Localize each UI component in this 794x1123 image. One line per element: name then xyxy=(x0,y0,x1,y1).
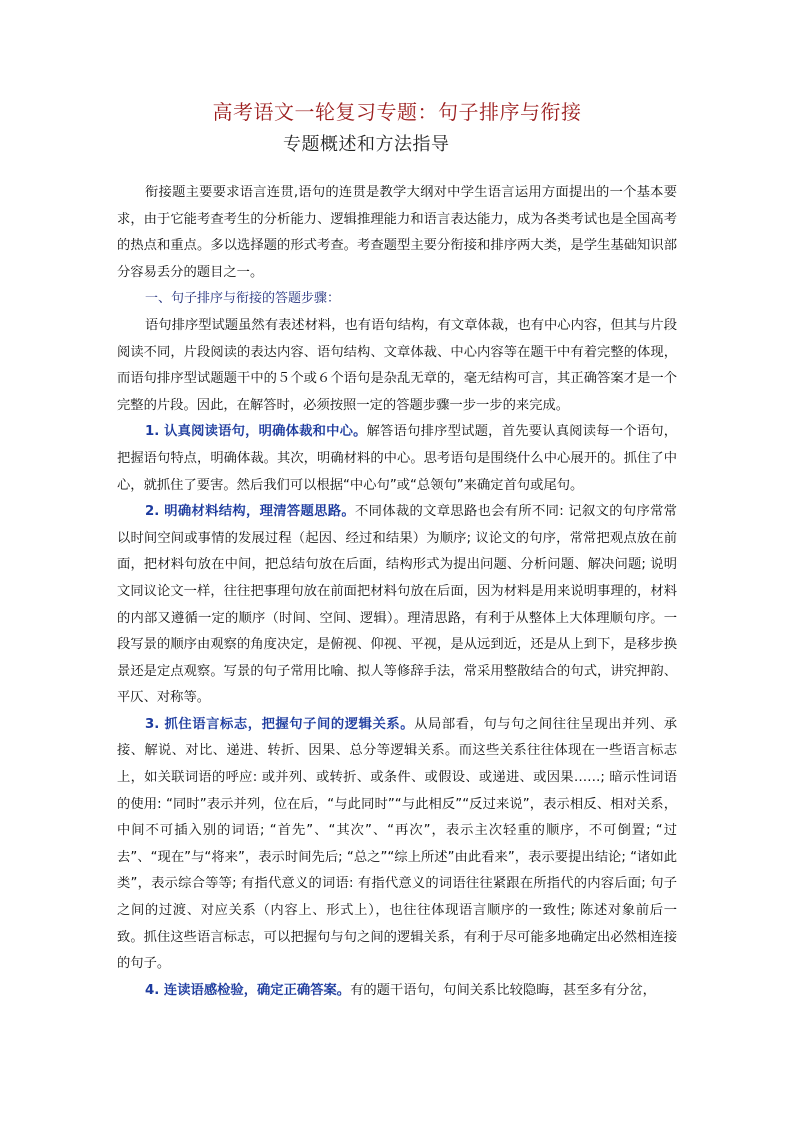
step-1-lead: 1. 认真阅读语句，明确体裁和中心。 xyxy=(145,424,367,440)
step-4-text: 有的题干语句，句间关系比较隐晦，甚至多有分岔， xyxy=(350,982,656,998)
section-heading-answer-steps: 一、句子排序与衔接的答题步骤： xyxy=(145,291,341,307)
section-paragraph: 语句排序型试题虽然有表述材料，也有语句结构，有文章体裁，也有中心内容，但其与片段阅读不同，片段阅读的表达内容、语句结构、文章体裁、中心内容等在题干中有着完整的体现，而语句排序型试题题干中的５个或６个语句是杂乱无章的，毫无结构可言，其正确答案才是一个完整的片段。因此，在解答时，必须按照一定的答题步骤一步一步的来完成。 xyxy=(117,317,677,413)
step-3-lead: 3. 抓住语言标志，把握句子间的逻辑关系。 xyxy=(145,716,415,732)
step-1-paragraph xyxy=(117,419,677,499)
document-subtitle: 专题概述和方法指导 xyxy=(283,134,450,155)
step-2-text: 不同体裁的文章思路也会有所不同: 记叙文的句序常常以时间空间或事情的发展过程（起因、经过和结果）为顺序; 议论文的句序，常常把观点放在前面，把材料句放在中间，把总结句放在后面，结构形式为提出问题、分析问题、解决问题; 说明文同议论文一样，往往把事理句放在前面把材料句放在后面，因为材料是用来说明事理的，材料的内部又遵循一定的顺序（时间、空间、逻辑）。理清思路，有利于从整体上大体理顺句序。一段写景的顺序由观察的角度决定，是俯视、仰视、平视，是从远到近，还是从上到下，是移步换景还是定点观察。写景的句子常用比喻、拟人等修辞手法，常采用整散结合的句式，讲究押韵、平仄、对称等。 xyxy=(117,504,677,706)
document-title: 高考语文一轮复习专题：句子排序与衔接 xyxy=(212,100,582,124)
step-4-paragraph xyxy=(117,978,677,1005)
intro-paragraph: 衔接题主要要求语言连贯,语句的连贯是教学大纲对中学生语言运用方面提出的一个基本要求，由于它能考查考生的分析能力、逻辑推理能力和语言表达能力，成为各类考试也是全国高考的热点和重点。多以选择题的形式考查。考查题型主要分衔接和排序两大类，是学生基础知识部分容易丢分的题目之一。 xyxy=(117,185,677,280)
step-3-text: 从局部看，句与句之间往往呈现出并列、承接、解说、对比、递进、转折、因果、总分等逻辑关系。而这些关系往往体现在一些语言标志上，如关联词语的呼应: 或并列、或转折、或条件、或假设、或递进、或因果……; 暗示性词语的使用: “同时”表示并列，位在后，“与此同时”“与此相反”“反过来说”，表示相反、相对关系，中间不可插入别的词语; “首先”、“其次”、“再次”，表示主次轻重的顺序，不可倒置; “过去”、“现在”与“将来”，表示时间先后; “总之”“综上所述”由此看来”，表示要提出结论; “诸如此类”，表示综合等等; 有指代意义的词语: 有指代意义的词语往往紧跟在所指代的内容后面; 句子之间的过渡、对应关系（内容上、形式上），也往往体现语言顺序的一致性; 陈述对象前后一致。抓住这些语言标志，可以把握句与句之间的逻辑关系，有利于尽可能多地确定出必然相连接的句子。 xyxy=(117,716,678,972)
step-1-text: 解答语句排序型试题，首先要认真阅读每一个语句，把握语句特点，明确体裁。其次，明确材料的中心。思考语句是围绕什么中心展开的。抓住了中心，就抓住了要害。然后我们可以根据“中心句”或“总领句”来确定首句或尾句。 xyxy=(117,424,678,493)
step-3-paragraph xyxy=(117,712,677,978)
step-2-paragraph xyxy=(117,499,677,712)
step-2-lead: 2. 明确材料结构，理清答题思路。 xyxy=(145,504,355,520)
document-body xyxy=(117,180,677,1004)
step-4-lead: 4. 连读语感检验，确定正确答案。 xyxy=(145,982,351,998)
